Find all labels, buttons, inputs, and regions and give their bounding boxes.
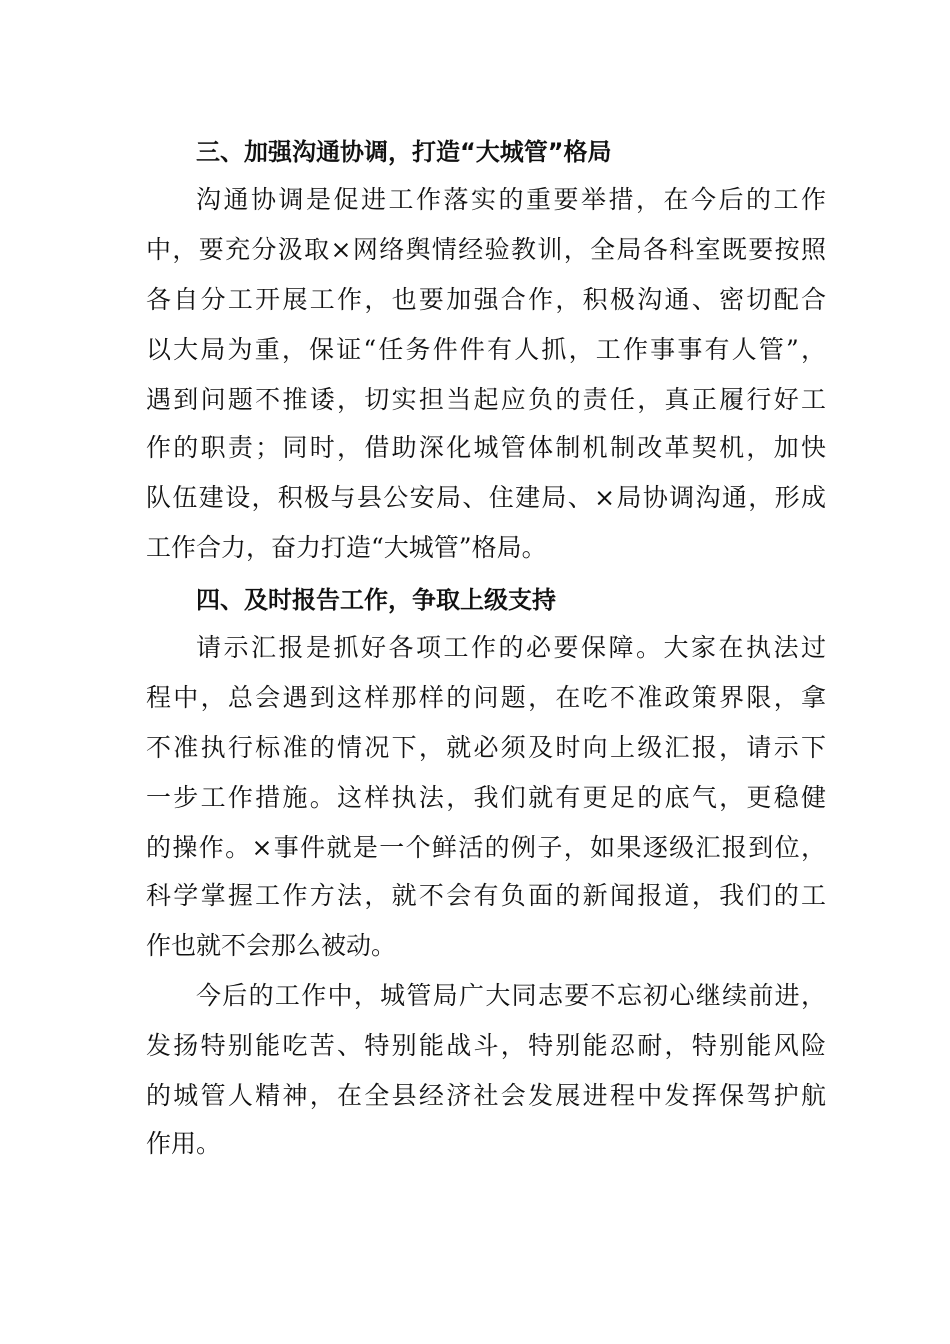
paragraph-line: 今后的工作中，城管局广大同志要不忘初心继续前进， (196, 981, 826, 1010)
section-heading-4: 四、及时报告工作，争取上级支持 (196, 586, 556, 614)
paragraph-line: 不准执行标准的情况下，就必须及时向上级汇报，请示下 (146, 733, 826, 762)
paragraph-line: 各自分工开展工作，也要加强合作，积极沟通、密切配合 (146, 285, 826, 314)
section-heading-3: 三、加强沟通协调，打造“大城管”格局 (196, 138, 612, 166)
paragraph-line: 作也就不会那么被动。 (146, 931, 397, 960)
paragraph-line: 工作合力，奋力打造“大城管”格局。 (146, 533, 547, 562)
paragraph-line: 的城管人精神，在全县经济社会发展进程中发挥保驾护航 (146, 1081, 826, 1110)
paragraph-line: 一步工作措施。这样执法，我们就有更足的底气，更稳健 (146, 783, 826, 812)
paragraph-line: 沟通协调是促进工作落实的重要举措，在今后的工作 (196, 185, 826, 214)
paragraph-line: 中，要充分汲取×网络舆情经验教训，全局各科室既要按照 (146, 235, 826, 264)
paragraph-line: 请示汇报是抓好各项工作的必要保障。大家在执法过 (196, 633, 826, 662)
paragraph-line: 科学掌握工作方法，就不会有负面的新闻报道，我们的工 (146, 881, 826, 910)
paragraph-line: 作的职责；同时，借助深化城管体制机制改革契机，加快 (146, 433, 826, 462)
paragraph-line: 遇到问题不推诿，切实担当起应负的责任，真正履行好工 (146, 385, 826, 414)
paragraph-line: 以大局为重，保证“任务件件有人抓，工作事事有人管”， (146, 335, 826, 364)
paragraph-line: 程中，总会遇到这样那样的问题，在吃不准政策界限，拿 (146, 683, 826, 712)
paragraph-line: 队伍建设，积极与县公安局、住建局、×局协调沟通，形成 (146, 483, 826, 512)
paragraph-line: 的操作。×事件就是一个鲜活的例子，如果逐级汇报到位， (146, 833, 826, 862)
paragraph-line: 作用。 (146, 1129, 222, 1158)
paragraph-line: 发扬特别能吃苦、特别能战斗，特别能忍耐，特别能风险 (146, 1031, 826, 1060)
